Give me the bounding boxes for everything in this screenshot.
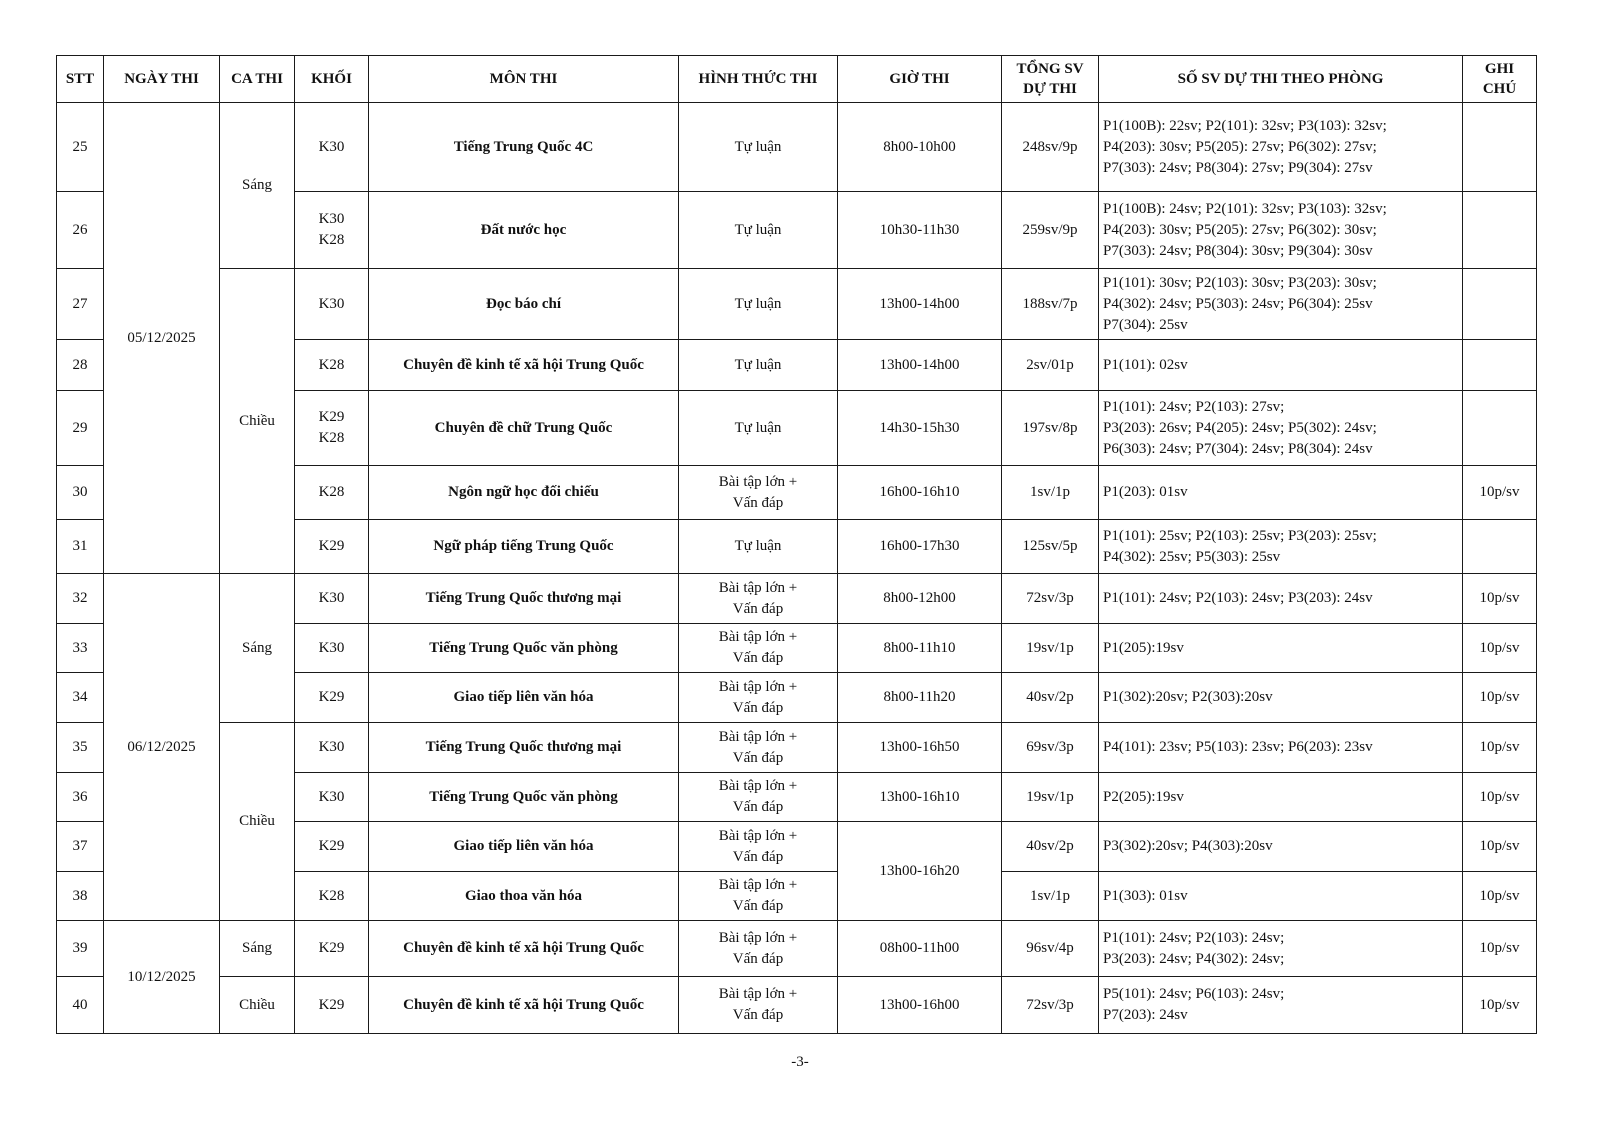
format-cell	[679, 103, 838, 192]
format-cell	[679, 723, 838, 773]
format-line: Bài tập lớn +	[718, 778, 798, 794]
total-cell: 96sv/4p	[1002, 921, 1099, 977]
note-cell: 10p/sv	[1463, 624, 1537, 673]
format-cell	[679, 520, 838, 574]
format-cell	[679, 624, 838, 673]
grade-cell	[295, 723, 369, 773]
note-cell	[1463, 520, 1537, 574]
note-cell: 10p/sv	[1463, 466, 1537, 520]
subject-cell: Tiếng Trung Quốc thương mại	[369, 723, 679, 773]
table-row	[57, 269, 1537, 340]
rooms-cell	[1099, 192, 1463, 269]
time-cell: 8h00-10h00	[838, 103, 1002, 192]
format-line: Bài tập lớn +	[718, 929, 798, 946]
header-total-line1: TỔNG SV	[1016, 61, 1084, 77]
grade-cell	[295, 466, 369, 520]
rooms-line: P2(205):19sv	[1103, 788, 1184, 805]
stt-cell: 25	[57, 103, 104, 192]
shift-cell: Chiều	[220, 977, 295, 1034]
rooms-line: P7(304): 25sv	[1103, 316, 1188, 333]
format-cell	[679, 977, 838, 1034]
table-row	[57, 977, 1537, 1034]
grade-line: K28	[318, 430, 345, 446]
header-subject: MÔN THI	[369, 56, 679, 103]
header-note-line1: GHI	[1484, 61, 1515, 77]
format-cell	[679, 822, 838, 872]
rooms-line: P1(101): 24sv; P2(103): 27sv;	[1103, 398, 1285, 415]
shift-cell: Sáng	[220, 921, 295, 977]
header-total	[1002, 56, 1099, 103]
time-cell: 14h30-15h30	[838, 391, 1002, 466]
format-line: Vấn đáp	[732, 749, 784, 766]
format-line: Vấn đáp	[732, 950, 784, 967]
subject-cell: Tiếng Trung Quốc văn phòng	[369, 773, 679, 822]
format-line: Vấn đáp	[732, 650, 784, 666]
header-shift: CA THI	[220, 56, 295, 103]
time-cell: 13h00-16h00	[838, 977, 1002, 1034]
format-line: Vấn đáp	[732, 600, 784, 617]
format-line: Tự luận	[734, 138, 782, 155]
time-cell: 16h00-17h30	[838, 520, 1002, 574]
rooms-line: P7(303): 24sv; P8(304): 30sv; P9(304): 30sv	[1103, 242, 1373, 259]
header-time: GIỜ THI	[838, 56, 1002, 103]
grade-cell	[295, 822, 369, 872]
header-note-line2: CHÚ	[1482, 81, 1517, 97]
format-line: Vấn đáp	[732, 799, 784, 815]
rooms-cell	[1099, 103, 1463, 192]
stt-cell: 37	[57, 822, 104, 872]
format-line: Bài tập lớn +	[718, 579, 798, 596]
total-cell: 72sv/3p	[1002, 977, 1099, 1034]
rooms-cell	[1099, 921, 1463, 977]
rooms-line: P1(101): 24sv; P2(103): 24sv;	[1103, 929, 1285, 946]
total-cell: 19sv/1p	[1002, 624, 1099, 673]
rooms-line: P4(302): 24sv; P5(303): 24sv; P6(304): 25sv	[1103, 295, 1373, 312]
grade-cell	[295, 921, 369, 977]
total-cell: 2sv/01p	[1002, 340, 1099, 391]
format-line: Bài tập lớn +	[718, 629, 798, 645]
subject-cell: Ngữ pháp tiếng Trung Quốc	[369, 520, 679, 574]
grade-cell	[295, 977, 369, 1034]
grade-line: K30	[318, 590, 345, 606]
format-line: Tự luận	[734, 356, 782, 373]
time-cell: 8h00-12h00	[838, 574, 1002, 624]
header-format: HÌNH THỨC THI	[679, 56, 838, 103]
shift-cell: Sáng	[220, 574, 295, 723]
total-cell: 40sv/2p	[1002, 822, 1099, 872]
grade-line: K30	[318, 639, 345, 656]
time-cell: 8h00-11h10	[838, 624, 1002, 673]
header-date: NGÀY THI	[104, 56, 220, 103]
shift-cell: Chiều	[220, 723, 295, 921]
stt-cell: 28	[57, 340, 104, 391]
note-cell: 10p/sv	[1463, 673, 1537, 723]
grade-cell	[295, 872, 369, 921]
stt-cell: 35	[57, 723, 104, 773]
note-cell	[1463, 269, 1537, 340]
total-cell: 19sv/1p	[1002, 773, 1099, 822]
rooms-cell	[1099, 977, 1463, 1034]
total-cell: 1sv/1p	[1002, 466, 1099, 520]
grade-cell	[295, 520, 369, 574]
exam-schedule-table	[56, 55, 1537, 1034]
subject-cell: Chuyên đề kinh tế xã hội Trung Quốc	[369, 977, 679, 1034]
grade-cell	[295, 103, 369, 192]
stt-cell: 38	[57, 872, 104, 921]
note-cell	[1463, 192, 1537, 269]
rooms-cell	[1099, 466, 1463, 520]
page-number: -3-	[791, 1054, 809, 1070]
time-cell: 13h00-16h50	[838, 723, 1002, 773]
rooms-line: P4(203): 30sv; P5(205): 27sv; P6(302): 30sv;	[1103, 221, 1377, 238]
rooms-line: P1(100B): 22sv; P2(101): 32sv; P3(103): 32sv;	[1103, 117, 1387, 134]
subject-cell: Ngôn ngữ học đối chiếu	[369, 466, 679, 520]
time-cell: 13h00-14h00	[838, 269, 1002, 340]
shift-cell: Sáng	[220, 103, 295, 269]
note-cell: 10p/sv	[1463, 872, 1537, 921]
rooms-line: P4(302): 25sv; P5(303): 25sv	[1103, 548, 1281, 565]
rooms-line: P4(203): 30sv; P5(205): 27sv; P6(302): 27sv;	[1103, 138, 1377, 155]
total-cell: 259sv/9p	[1002, 192, 1099, 269]
grade-line: K28	[318, 232, 345, 248]
stt-cell: 36	[57, 773, 104, 822]
rooms-cell	[1099, 520, 1463, 574]
stt-cell: 40	[57, 977, 104, 1034]
stt-cell: 31	[57, 520, 104, 574]
time-cell: 13h00-16h20	[838, 822, 1002, 921]
stt-cell: 27	[57, 269, 104, 340]
grade-cell	[295, 269, 369, 340]
shift-cell: Chiều	[220, 269, 295, 574]
format-cell	[679, 673, 838, 723]
note-cell	[1463, 103, 1537, 192]
grade-cell	[295, 340, 369, 391]
subject-cell: Giao thoa văn hóa	[369, 872, 679, 921]
header-total-line2: DỰ THI	[1023, 81, 1077, 97]
rooms-cell	[1099, 574, 1463, 624]
rooms-cell	[1099, 624, 1463, 673]
grade-line: K30	[318, 295, 345, 312]
rooms-line: P7(303): 24sv; P8(304): 27sv; P9(304): 27sv	[1103, 159, 1373, 176]
format-line: Vấn đáp	[732, 1007, 784, 1023]
format-cell	[679, 340, 838, 391]
note-cell: 10p/sv	[1463, 977, 1537, 1034]
note-cell: 10p/sv	[1463, 723, 1537, 773]
note-cell	[1463, 340, 1537, 391]
header-row	[57, 56, 1537, 103]
grade-cell	[295, 574, 369, 624]
date-cell: 06/12/2025	[104, 574, 220, 921]
rooms-line: P1(303): 01sv	[1103, 887, 1188, 904]
grade-line: K29	[318, 689, 345, 705]
format-cell	[679, 192, 838, 269]
note-cell: 10p/sv	[1463, 773, 1537, 822]
header-rooms: SỐ SV DỰ THI THEO PHÒNG	[1099, 56, 1463, 103]
format-line: Bài tập lớn +	[718, 473, 798, 490]
total-cell: 125sv/5p	[1002, 520, 1099, 574]
rooms-cell	[1099, 723, 1463, 773]
format-cell	[679, 466, 838, 520]
rooms-cell	[1099, 391, 1463, 466]
subject-cell: Tiếng Trung Quốc thương mại	[369, 574, 679, 624]
subject-cell: Chuyên đề kinh tế xã hội Trung Quốc	[369, 340, 679, 391]
subject-cell: Giao tiếp liên văn hóa	[369, 822, 679, 872]
format-line: Bài tập lớn +	[718, 986, 798, 1002]
grade-cell	[295, 673, 369, 723]
table-row	[57, 103, 1537, 192]
stt-cell: 33	[57, 624, 104, 673]
rooms-line: P7(203): 24sv	[1103, 1007, 1188, 1023]
total-cell: 40sv/2p	[1002, 673, 1099, 723]
stt-cell: 26	[57, 192, 104, 269]
grade-line: K30	[318, 138, 345, 155]
rooms-line: P5(101): 24sv; P6(103): 24sv;	[1103, 986, 1285, 1002]
format-line: Tự luận	[734, 221, 782, 238]
rooms-line: P4(101): 23sv; P5(103): 23sv; P6(203): 23sv	[1103, 739, 1373, 755]
rooms-cell	[1099, 822, 1463, 872]
grade-line: K29	[318, 940, 345, 956]
format-cell	[679, 574, 838, 624]
format-line: Tự luận	[734, 419, 782, 436]
total-cell: 72sv/3p	[1002, 574, 1099, 624]
stt-cell: 34	[57, 673, 104, 723]
format-line: Bài tập lớn +	[718, 678, 798, 695]
format-cell	[679, 872, 838, 921]
rooms-line: P3(302):20sv; P4(303):20sv	[1103, 838, 1273, 854]
rooms-line: P1(101): 24sv; P2(103): 24sv; P3(203): 24sv	[1103, 590, 1373, 606]
subject-cell: Tiếng Trung Quốc văn phòng	[369, 624, 679, 673]
stt-cell: 30	[57, 466, 104, 520]
total-cell: 69sv/3p	[1002, 723, 1099, 773]
format-line: Vấn đáp	[732, 699, 784, 716]
total-cell: 1sv/1p	[1002, 872, 1099, 921]
rooms-line: P1(101): 30sv; P2(103): 30sv; P3(203): 30sv;	[1103, 274, 1377, 291]
grade-line: K28	[318, 887, 345, 904]
format-line: Tự luận	[734, 538, 782, 554]
time-cell: 16h00-16h10	[838, 466, 1002, 520]
rooms-line: P1(100B): 24sv; P2(101): 32sv; P3(103): 32sv;	[1103, 200, 1387, 217]
time-cell: 08h00-11h00	[838, 921, 1002, 977]
grade-line: K28	[318, 356, 345, 373]
subject-cell: Chuyên đề chữ Trung Quốc	[369, 391, 679, 466]
header-stt: STT	[57, 56, 104, 103]
grade-line: K29	[318, 996, 345, 1013]
grade-line: K29	[318, 409, 345, 425]
format-line: Bài tập lớn +	[718, 827, 798, 844]
format-line: Vấn đáp	[732, 898, 784, 914]
rooms-cell	[1099, 872, 1463, 921]
subject-cell: Chuyên đề kinh tế xã hội Trung Quốc	[369, 921, 679, 977]
rooms-cell	[1099, 340, 1463, 391]
subject-cell: Tiếng Trung Quốc 4C	[369, 103, 679, 192]
format-line: Bài tập lớn +	[718, 728, 798, 745]
format-line: Vấn đáp	[732, 494, 784, 511]
time-cell: 8h00-11h20	[838, 673, 1002, 723]
time-cell: 13h00-14h00	[838, 340, 1002, 391]
rooms-cell	[1099, 269, 1463, 340]
schedule-body	[57, 103, 1537, 1034]
rooms-line: P1(101): 25sv; P2(103): 25sv; P3(203): 25sv;	[1103, 527, 1377, 544]
format-line: Bài tập lớn +	[718, 877, 798, 893]
grade-cell	[295, 391, 369, 466]
rooms-line: P1(101): 02sv	[1103, 356, 1188, 373]
stt-cell: 32	[57, 574, 104, 624]
rooms-line: P1(302):20sv; P2(303):20sv	[1103, 689, 1273, 705]
table-row	[57, 921, 1537, 977]
stt-cell: 29	[57, 391, 104, 466]
total-cell: 188sv/7p	[1002, 269, 1099, 340]
table-row	[57, 574, 1537, 624]
format-line: Tự luận	[734, 295, 782, 312]
note-cell	[1463, 391, 1537, 466]
subject-cell: Đọc báo chí	[369, 269, 679, 340]
format-line: Vấn đáp	[732, 848, 784, 865]
total-cell: 197sv/8p	[1002, 391, 1099, 466]
grade-line: K30	[318, 739, 345, 755]
format-cell	[679, 921, 838, 977]
grade-cell	[295, 192, 369, 269]
total-cell: 248sv/9p	[1002, 103, 1099, 192]
grade-line: K28	[318, 484, 345, 500]
grade-line: K29	[318, 538, 345, 554]
grade-line: K30	[318, 211, 345, 227]
note-cell: 10p/sv	[1463, 921, 1537, 977]
header-note	[1463, 56, 1537, 103]
grade-cell	[295, 773, 369, 822]
note-cell: 10p/sv	[1463, 822, 1537, 872]
rooms-line: P3(203): 24sv; P4(302): 24sv;	[1103, 950, 1285, 967]
grade-line: K30	[318, 788, 345, 805]
rooms-line: P6(303): 24sv; P7(304): 24sv; P8(304): 24sv	[1103, 440, 1373, 457]
grade-cell	[295, 624, 369, 673]
rooms-line: P1(205):19sv	[1103, 639, 1184, 656]
rooms-line: P3(203): 26sv; P4(205): 24sv; P5(302): 24sv;	[1103, 419, 1377, 436]
subject-cell: Đất nước học	[369, 192, 679, 269]
date-cell: 10/12/2025	[104, 921, 220, 1034]
subject-cell: Giao tiếp liên văn hóa	[369, 673, 679, 723]
table-row	[57, 723, 1537, 773]
rooms-line: P1(203): 01sv	[1103, 484, 1188, 500]
time-cell: 10h30-11h30	[838, 192, 1002, 269]
format-cell	[679, 391, 838, 466]
grade-line: K29	[318, 838, 345, 854]
stt-cell: 39	[57, 921, 104, 977]
header-grade: KHỐI	[295, 56, 369, 103]
date-cell: 05/12/2025	[104, 103, 220, 574]
format-cell	[679, 269, 838, 340]
format-cell	[679, 773, 838, 822]
note-cell: 10p/sv	[1463, 574, 1537, 624]
rooms-cell	[1099, 773, 1463, 822]
rooms-cell	[1099, 673, 1463, 723]
time-cell: 13h00-16h10	[838, 773, 1002, 822]
